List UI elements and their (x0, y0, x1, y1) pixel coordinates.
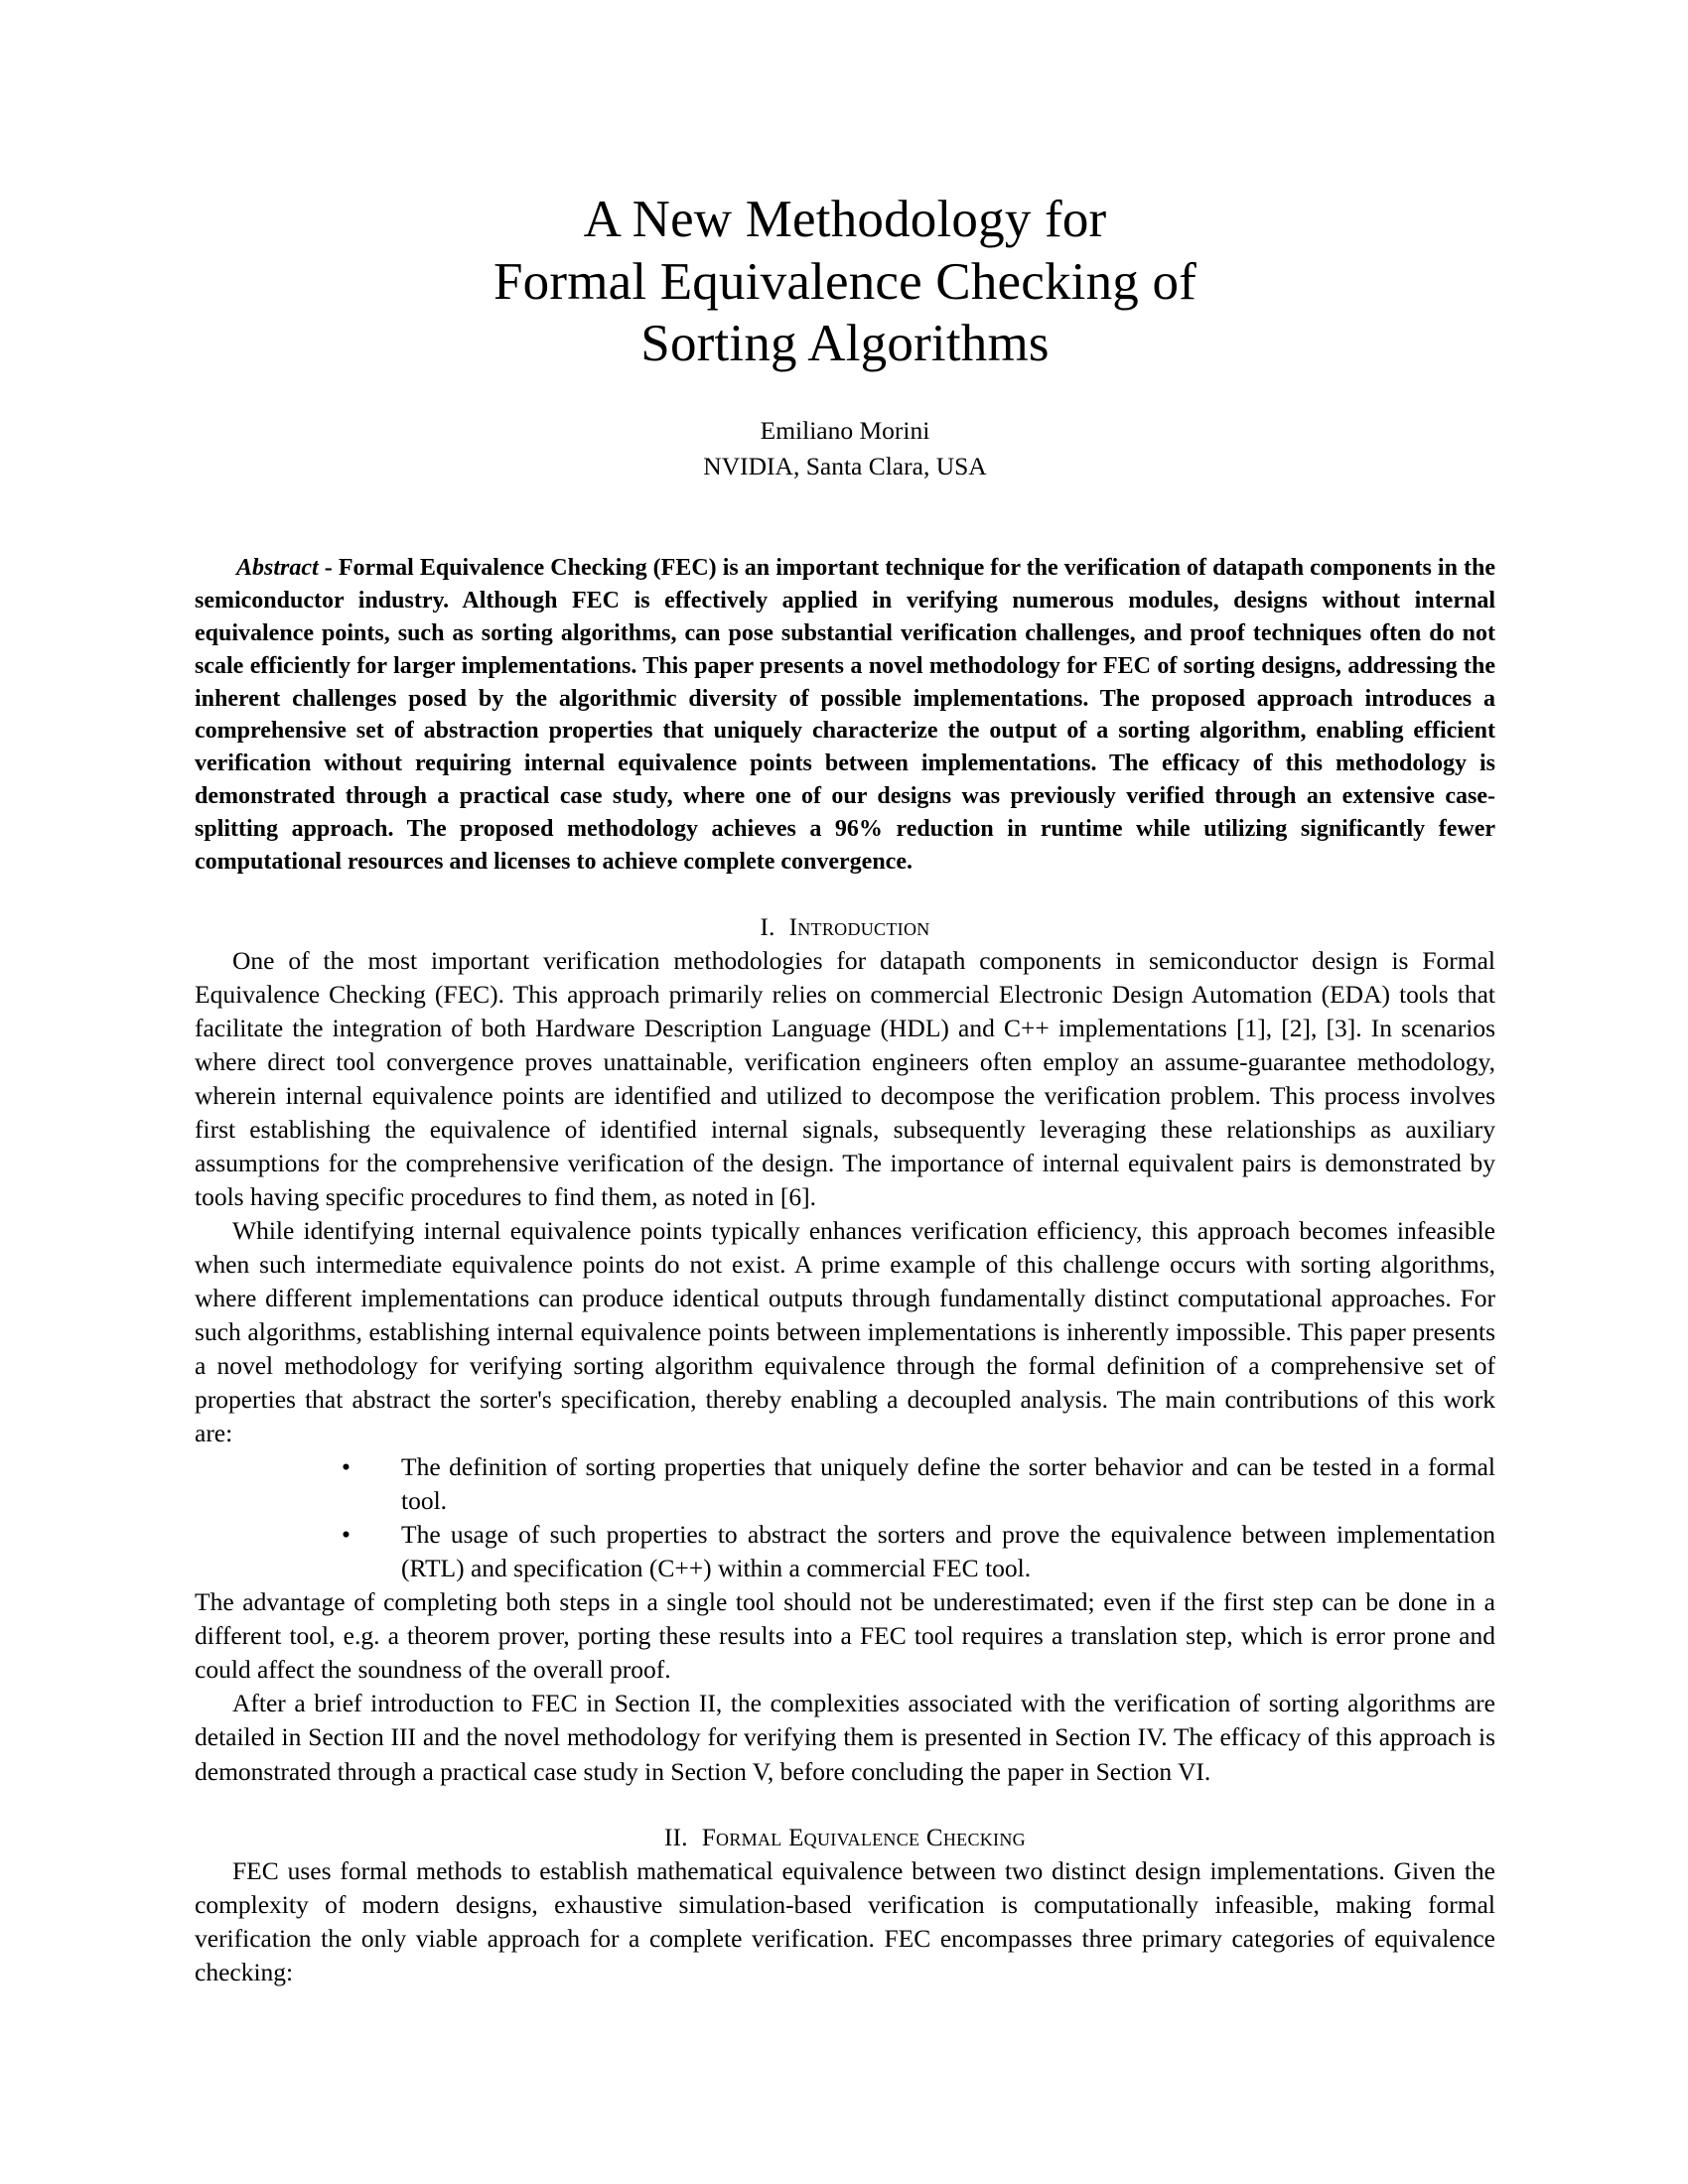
author-name: Emiliano Morini (760, 415, 930, 445)
section-title: Formal Equivalence Checking (701, 1824, 1026, 1851)
section-heading-introduction (195, 914, 1495, 942)
section-numeral: I. (760, 913, 775, 941)
paragraph-fec-1: FEC uses formal methods to establish mathematical equivalence between two distinct design implementations. Given the complexity of modern designs, exhaustive simulation-based verification is computationally infeasible, making formal verification the only viable approach for a complete verification. FEC encompasses three primary categories of equivalence checking: (195, 1855, 1495, 1986)
paragraph-intro-1: One of the most important verification methodologies for datapath components in semiconductor design is Formal Equivalence Checking (FEC). This approach primarily relies on commercial Electronic Design Automation (EDA) tools that facilitate the integration of both Hardware Description Language (HDL) and C++ implementations [1], [2], [3]. In scenarios where direct tool convergence proves unattainable, verification engineers often employ an assume-guarantee methodology, wherein internal equivalence points are identified and utilized to decompose the verification problem. This process involves first establishing the equivalence of identified internal signals, subsequently leveraging these relationships as auxiliary assumptions for the comprehensive verification of the design. The importance of internal equivalent pairs is demonstrated by tools having specific procedures to find them, as noted in [6]. (195, 945, 1495, 1211)
list-item (342, 1450, 1495, 1518)
paragraph-intro-3: The advantage of completing both steps in a single tool should not be underestimated; even if the first step can be done in a different tool, e.g. a theorem prover, porting these results into a FEC tool requires a translation step, which is error prone and could affect the soundness of the overall proof. (195, 1587, 1495, 1685)
paper-title (195, 189, 1495, 375)
section-numeral: II. (664, 1824, 688, 1851)
list-item-text: The usage of such properties to abstract the sorters and prove the equivalence between implementation (RTL) and specification (C++) within a commercial FEC tool. (401, 1520, 1495, 1583)
title-line-3: Sorting Algorithms (640, 315, 1050, 373)
abstract-paragraph (195, 552, 1495, 879)
bullet-icon: • (342, 1520, 351, 1550)
contributions-list (195, 1450, 1495, 1585)
abstract-label: Abstract (236, 555, 319, 581)
abstract-text: Formal Equivalence Checking (FEC) is an important technique for the verification of datapath components in the semiconductor industry. Although FEC is effectively applied in verifying numerous modules, designs without internal equivalence points, such as sorting algorithms, can pose substantial verification challenges, and proof techniques often do not scale efficiently for larger implementations. This paper presents a novel methodology for FEC of sorting designs, addressing the inherent challenges posed by the algorithmic diversity of possible implementations. The proposed approach introduces a comprehensive set of abstraction properties that uniquely characterize the output of a sorting algorithm, enabling efficient verification without requiring internal equivalence points between implementations. The efficacy of this methodology is demonstrated through a practical case study, where one of our designs was previously verified through an extensive case-splitting approach. The proposed methodology achieves a 96% reduction in runtime while utilizing significantly fewer computational resources and licenses to achieve complete convergence. (195, 555, 1495, 875)
title-line-2: Formal Equivalence Checking of (492, 252, 1197, 311)
list-item-text: The definition of sorting properties that uniquely define the sorter behavior and can be tested in a formal tool. (401, 1452, 1495, 1516)
abstract-dash: - (318, 555, 339, 581)
paragraph-intro-2: While identifying internal equivalence points typically enhances verification efficiency, this approach becomes infeasible when such intermediate equivalence points do not exist. A prime example of this challenge occurs with sorting algorithms, where different implementations can produce identical outputs through fundamentally distinct computational approaches. For such algorithms, establishing internal equivalence points between implementations is inherently impossible. This paper presents a novel methodology for verifying sorting algorithm equivalence through the formal definition of a comprehensive set of properties that abstract the sorter's specification, thereby enabling a decoupled analysis. The main contributions of this work are: (195, 1216, 1495, 1448)
section-heading-formal-equivalence-checking (195, 1825, 1495, 1852)
author-block (195, 413, 1495, 484)
section-title: Introduction (788, 913, 930, 941)
paragraph-intro-4: After a brief introduction to FEC in Section II, the complexities associated with the verification of sorting algorithms are detailed in Section III and the novel methodology for verifying them is presented in Section IV. The efficacy of this approach is demonstrated through a practical case study in Section V, before concluding the paper in Section VI. (195, 1689, 1495, 1786)
page-content (195, 0, 1495, 1989)
list-item (342, 1518, 1495, 1585)
bullet-icon: • (342, 1452, 351, 1482)
title-line-1: A New Methodology for (583, 191, 1107, 248)
author-affiliation: NVIDIA, Santa Clara, USA (703, 451, 987, 480)
